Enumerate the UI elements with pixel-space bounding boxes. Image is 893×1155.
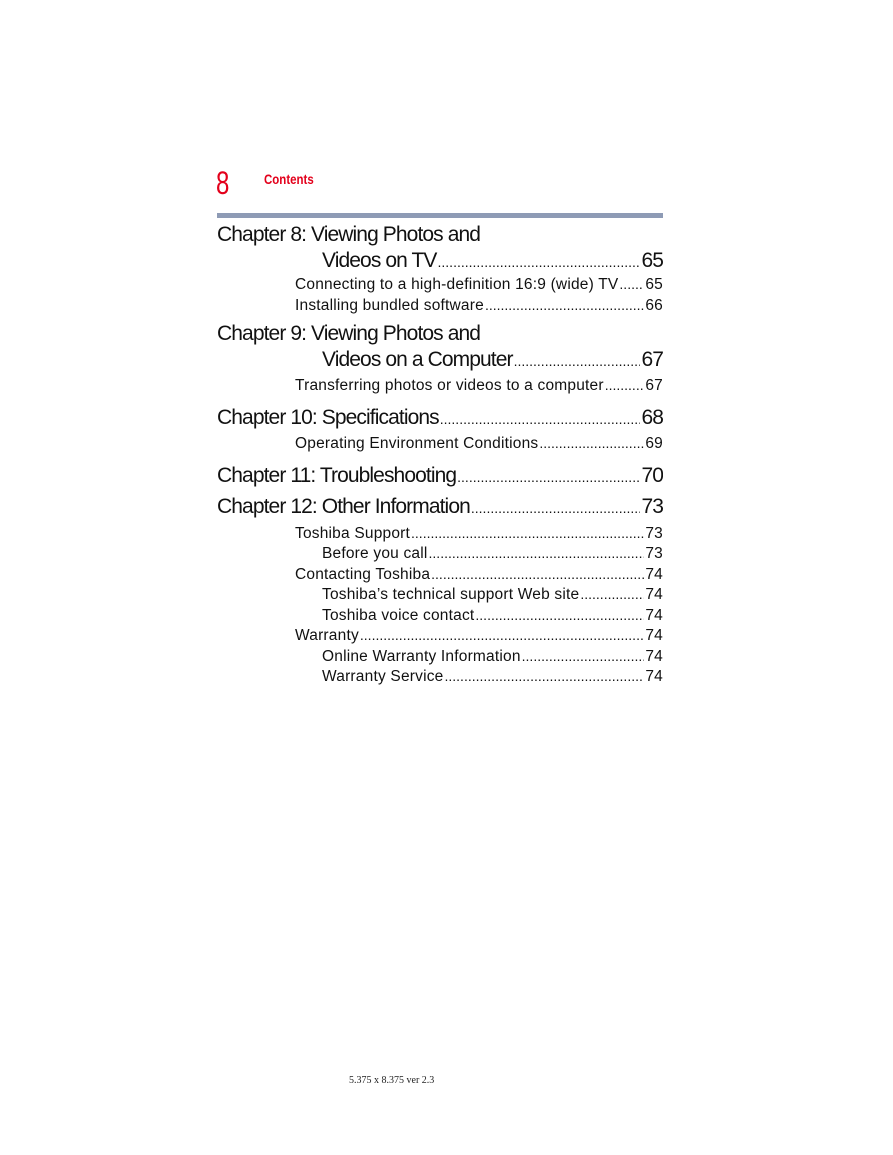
chapter-9-title-cont: Videos on a Computer bbox=[322, 348, 513, 371]
toc-entry-before-you-call[interactable] bbox=[217, 543, 663, 564]
dot-leader bbox=[440, 404, 641, 433]
toc-entry-page: 65 bbox=[645, 276, 663, 293]
footer-print-note: 5.375 x 8.375 ver 2.3 bbox=[349, 1075, 435, 1086]
toc-entry-label: Transferring photos or videos to a computer bbox=[295, 377, 604, 394]
toc-entry-label: Toshiba’s technical support Web site bbox=[322, 586, 580, 603]
toc-entry-installing-software[interactable] bbox=[217, 295, 663, 316]
chapter-8-title-cont: Videos on TV bbox=[322, 249, 437, 272]
dot-leader bbox=[471, 492, 641, 523]
dot-leader bbox=[429, 543, 645, 564]
toc-entry-online-warranty[interactable] bbox=[217, 646, 663, 667]
chapter-8-page: 65 bbox=[641, 249, 663, 272]
dot-leader bbox=[457, 462, 640, 491]
chapter-12-page: 73 bbox=[641, 494, 663, 518]
toc-entry-label: Before you call bbox=[322, 545, 428, 562]
chapter-10-entry[interactable] bbox=[217, 403, 663, 433]
chapter-10-title: Chapter 10: Specifications bbox=[217, 406, 439, 429]
toc-entry-technical-support-web-site[interactable] bbox=[217, 584, 663, 605]
chapter-8-title[interactable]: Chapter 8: Viewing Photos and bbox=[217, 223, 481, 246]
table-of-contents bbox=[217, 222, 663, 687]
toc-entry-page: 67 bbox=[645, 377, 663, 394]
toc-entry-label: Warranty Service bbox=[322, 668, 444, 685]
dot-leader bbox=[475, 605, 644, 626]
toc-entry-contacting-toshiba[interactable] bbox=[217, 564, 663, 585]
toc-entry-voice-contact[interactable] bbox=[217, 605, 663, 626]
toc-entry-operating-environment[interactable] bbox=[217, 433, 663, 454]
chapter-9-title[interactable]: Chapter 9: Viewing Photos and bbox=[217, 322, 481, 345]
chapter-11-title: Chapter 11: Troubleshooting bbox=[217, 463, 457, 487]
chapter-11-page: 70 bbox=[641, 463, 663, 487]
header-rule bbox=[217, 213, 663, 218]
toc-entry-page: 74 bbox=[645, 668, 663, 685]
dot-leader bbox=[360, 625, 644, 646]
toc-entry-page: 74 bbox=[645, 647, 663, 665]
toc-entry-warranty-service[interactable] bbox=[217, 666, 663, 687]
toc-entry-page: 74 bbox=[645, 565, 663, 583]
toc-entry-label: Contacting Toshiba bbox=[295, 565, 431, 583]
dot-leader bbox=[539, 433, 644, 454]
chapter-11-entry[interactable] bbox=[217, 460, 663, 491]
chapter-9-entry[interactable] bbox=[217, 347, 663, 373]
chapter-9-page: 67 bbox=[641, 348, 663, 371]
toc-entry-page: 74 bbox=[645, 606, 663, 624]
toc-entry-page: 69 bbox=[645, 435, 663, 452]
toc-entry-connecting-hd-tv[interactable] bbox=[217, 274, 663, 295]
toc-entry-label: Connecting to a high-definition 16:9 (wide) TV bbox=[295, 276, 619, 293]
chapter-8-entry[interactable] bbox=[217, 248, 663, 274]
toc-entry-label: Warranty bbox=[295, 627, 359, 644]
dot-leader bbox=[522, 646, 645, 667]
toc-entry-warranty[interactable] bbox=[217, 625, 663, 646]
toc-entry-label: Online Warranty Information bbox=[322, 647, 521, 665]
dot-leader bbox=[619, 274, 644, 295]
dot-leader bbox=[438, 249, 641, 274]
toc-entry-transferring-photos[interactable] bbox=[217, 373, 663, 397]
toc-entry-page: 73 bbox=[645, 524, 663, 542]
page-number: 8 bbox=[216, 165, 230, 201]
toc-entry-page: 74 bbox=[645, 586, 663, 603]
dot-leader bbox=[445, 666, 645, 687]
dot-leader bbox=[431, 564, 644, 585]
chapter-10-page: 68 bbox=[641, 406, 663, 429]
toc-entry-label: Installing bundled software bbox=[295, 296, 484, 314]
dot-leader bbox=[580, 584, 644, 605]
dot-leader bbox=[485, 295, 644, 316]
dot-leader bbox=[514, 348, 641, 373]
toc-entry-page: 74 bbox=[645, 627, 663, 644]
dot-leader bbox=[411, 523, 644, 544]
chapter-12-title: Chapter 12: Other Information bbox=[217, 494, 470, 518]
dot-leader bbox=[605, 373, 645, 397]
toc-entry-label: Operating Environment Conditions bbox=[295, 435, 539, 452]
toc-entry-toshiba-support[interactable] bbox=[217, 523, 663, 544]
toc-entry-page: 73 bbox=[645, 545, 663, 562]
toc-entry-label: Toshiba voice contact bbox=[322, 606, 475, 624]
toc-entry-label: Toshiba Support bbox=[295, 524, 411, 542]
chapter-12-entry[interactable] bbox=[217, 491, 663, 523]
toc-entry-page: 66 bbox=[645, 296, 663, 314]
running-head: Contents bbox=[264, 171, 314, 187]
